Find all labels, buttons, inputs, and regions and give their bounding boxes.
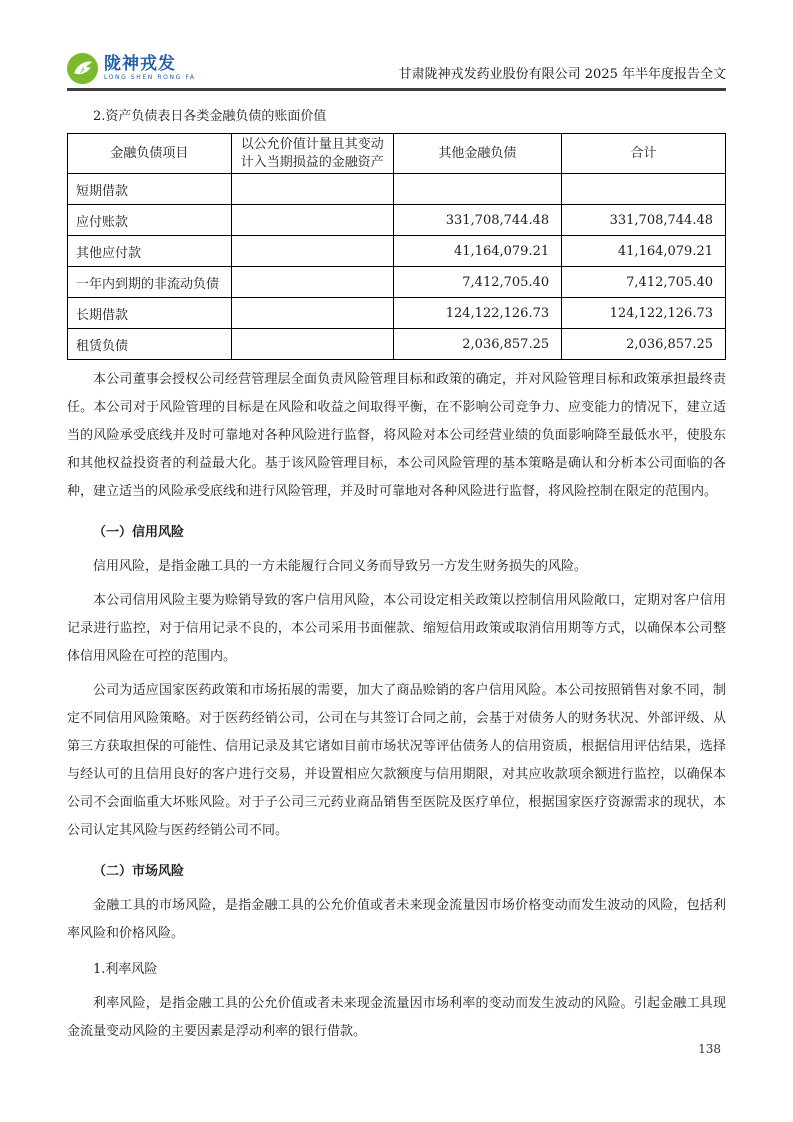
company-name-cn: 陇神戎发: [104, 54, 176, 74]
table-header-row: [68, 134, 726, 174]
row-total-value: 2,036,857.25: [562, 329, 726, 360]
company-logo: [67, 53, 196, 84]
row-fvtpl-value: [231, 329, 393, 360]
table-row: [68, 329, 726, 360]
row-item-label: 其他应付款: [68, 236, 232, 267]
row-other-value: [393, 174, 561, 205]
row-fvtpl-value: [231, 205, 393, 236]
row-total-value: 124,122,126.73: [562, 298, 726, 329]
financial-liabilities-table: [67, 133, 726, 360]
heading-credit-risk: （一）信用风险: [93, 525, 185, 541]
paragraph-interest-rate-risk-definition: 利率风险，是指金融工具的公允价值或者未来现金流量因市场利率的变动而发生波动的风险。引起金融工具现金流量变动风险的主要因素是浮动利率的银行借款。: [67, 996, 726, 1040]
paragraph-market-risk-definition: 金融工具的市场风险，是指金融工具的公允价值或者未来现金流量因市场价格变动而发生波动的风险，包括利率风险和价格风险。: [67, 898, 726, 942]
row-other-value: 41,164,079.21: [393, 236, 561, 267]
table-row: [68, 236, 726, 267]
row-fvtpl-value: [231, 267, 393, 298]
row-other-value: 7,412,705.40: [393, 267, 561, 298]
row-item-label: 长期借款: [68, 298, 232, 329]
row-item-label: 短期借款: [68, 174, 232, 205]
row-fvtpl-value: [231, 298, 393, 329]
paragraph-risk-management-overview: 本公司董事会授权公司经营管理层全面负责风险管理目标和政策的确定，并对风险管理目标和政策承担最终责任。本公司对于风险管理的目标是在风险和收益之间取得平衡，在不影响公司竞争力、应变能力的情况下，建立适当的风险承受底线并及时可靠地对各种风险进行监督，将风险对本公司经营业绩的负面影响降至最低水平，使股东和其他权益投资者的利益最大化。基于该风险管理目标，本公司风险管理的基本策略是确认和分析本公司面临的各种，建立适当的风险承受底线和进行风险管理，并及时可靠地对各种风险进行监督，将风险控制在限定的范围内。: [67, 372, 726, 500]
col-header-total: 合计: [562, 134, 726, 174]
col-header-item: 金融负债项目: [68, 134, 232, 174]
table-row: [68, 298, 726, 329]
table-caption: 2.资产负债表日各类金融负债的账面价值: [93, 109, 327, 124]
company-logo-icon: [67, 53, 98, 84]
company-logo-text: [104, 56, 196, 81]
row-item-label: 租赁负债: [68, 329, 232, 360]
row-other-value: 331,708,744.48: [393, 205, 561, 236]
table-row: [68, 267, 726, 298]
row-item-label: 一年内到期的非流动负债: [68, 267, 232, 298]
heading-market-risk: （二）市场风险: [93, 864, 185, 880]
row-fvtpl-value: [231, 236, 393, 267]
company-name-en: LONG SHEN RONG FA: [104, 74, 196, 81]
paragraph-credit-risk-definition: 信用风险，是指金融工具的一方未能履行合同义务而导致另一方发生财务损失的风险。: [93, 559, 588, 575]
row-total-value: 331,708,744.48: [562, 205, 726, 236]
row-item-label: 应付账款: [68, 205, 232, 236]
header-divider: [67, 88, 726, 91]
row-total-value: [562, 174, 726, 205]
row-other-value: 124,122,126.73: [393, 298, 561, 329]
subheading-interest-rate-risk: 1.利率风险: [93, 962, 158, 978]
col-header-fvtpl: 以公允价值计量且其变动计入当期损益的金融资产: [231, 134, 393, 174]
table-row: [68, 174, 726, 205]
report-title: 甘肃陇神戎发药业股份有限公司 2025 年半年度报告全文: [398, 67, 726, 82]
paragraph-credit-risk-policy: 本公司信用风险主要为赊销导致的客户信用风险，本公司设定相关政策以控制信用风险敞口，定期对客户信用记录进行监控，对于信用记录不良的，本公司采用书面催款、缩短信用政策或取消信用期等方式，以确保本公司整体信用风险在可控的范围内。: [67, 593, 726, 665]
row-other-value: 2,036,857.25: [393, 329, 561, 360]
page-header: [67, 50, 726, 84]
paragraph-credit-risk-strategy: 公司为适应国家医药政策和市场拓展的需要，加大了商品赊销的客户信用风险。本公司按照销售对象不同，制定不同信用风险策略。对于医药经销公司，公司在与其签订合同之前，会基于对债务人的财务状况、外部评级、从第三方获取担保的可能性、信用记录及其它诸如目前市场状况等评估债务人的信用资质，根据信用评估结果，选择与经认可的且信用良好的客户进行交易，并设置相应欠款额度与信用期限，对其应收款项余额进行监控，以确保本公司不会面临重大坏账风险。对于子公司三元药业商品销售至医院及医疗单位，根据国家医疗资源需求的现状，本公司认定其风险与医药经销公司不同。: [67, 683, 726, 839]
table-row: [68, 205, 726, 236]
row-fvtpl-value: [231, 174, 393, 205]
col-header-other: 其他金融负债: [393, 134, 561, 174]
row-total-value: 7,412,705.40: [562, 267, 726, 298]
page-number: 138: [698, 1042, 721, 1056]
row-total-value: 41,164,079.21: [562, 236, 726, 267]
